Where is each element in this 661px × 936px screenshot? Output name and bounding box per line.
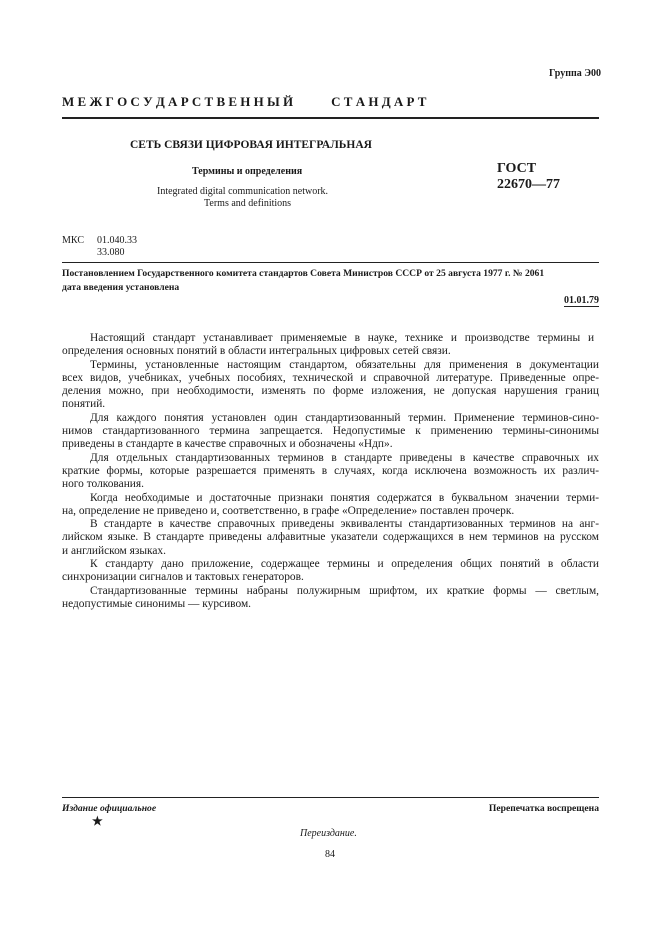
group-label: Группа Э00 <box>549 68 601 79</box>
mks-code: 33.080 <box>97 247 125 258</box>
body-line: Для каждого понятия установлен один стандартизованный термин. Применение терминов-сино- <box>90 411 599 424</box>
body-text <box>62 332 599 611</box>
body-line: определения основных понятий в области интегральных цифровых сетей связи. <box>62 345 451 358</box>
mks-label: МКС <box>62 235 84 246</box>
body-line: К стандарту дано приложение, содержащее термины и определения общих понятий в области <box>90 558 599 571</box>
body-line: деления можно, при необходимости, изменять по форме изложения, не допуская нарушения границ <box>62 385 599 398</box>
body-line: и английском языках. <box>62 544 166 557</box>
body-line: Когда необходимые и достаточные признаки понятия содержатся в буквальном значении терми- <box>90 491 599 504</box>
top-rule <box>62 117 599 119</box>
gost-number: 22670—77 <box>497 177 560 192</box>
body-line: Термины, установленные настоящим стандартом, обязательны для применения в документации <box>90 358 599 371</box>
body-line: нимов стандартизованного термина запрещается. Недопустимые к применению термины-синонимы <box>62 425 599 438</box>
body-line: всех видов, учебниках, учебных пособиях, технической и справочной литературе. Приведенные опре- <box>62 371 599 384</box>
document-title: СЕТЬ СВЯЗИ ЦИФРОВАЯ ИНТЕГРАЛЬНАЯ <box>130 139 372 151</box>
mks-code: 01.040.33 <box>97 235 137 246</box>
banner-word-interstate: М Е Ж Г О С У Д А Р С Т В Е Н Н Ы Й <box>62 94 294 109</box>
standard-banner <box>62 94 599 110</box>
body-line: на, определение не приведено и, соответственно, в графе «Определение» поставлен прочерк. <box>62 504 515 517</box>
star-mark: ★ <box>92 814 103 828</box>
subtitle-english-line1: Integrated digital communication network. <box>157 186 329 197</box>
body-line: Стандартизованные термины набраны полужирным шрифтом, их краткие формы — светлым, <box>90 584 599 597</box>
body-line: Для отдельных стандартизованных терминов в стандарте приведены в качестве справочных их <box>90 451 599 464</box>
decree-date-label: дата введения установлена <box>62 282 180 293</box>
reprint-notice: Перепечатка воспрещена <box>488 803 599 814</box>
decree-text: Постановлением Государственного комитета стандартов Совета Министров СССР от 25 августа 1977 г. № 2061 <box>62 268 545 279</box>
body-line: понятий. <box>62 398 106 411</box>
introduction-date: 01.01.79 <box>564 295 599 306</box>
page-number: 84 <box>325 849 335 860</box>
body-line: синхронизации сигналов и тактовых генераторов. <box>62 571 304 584</box>
body-line: лийском языке. В стандарте приведены алфавитные указатели содержащихся в нем терминов на русском <box>62 531 599 544</box>
subtitle-english-line2: Terms and definitions <box>204 198 292 209</box>
reissue-note: Переиздание. <box>300 828 357 839</box>
body-line: В стандарте в качестве справочных приведены эквиваленты стандартизованных терминов на анг- <box>90 518 599 531</box>
subtitle-russian: Термины и определения <box>192 166 303 177</box>
edition-label: Издание официальное <box>62 803 157 814</box>
body-line: ного толкования. <box>62 478 144 491</box>
banner-word-standard: С Т А Н Д А Р Т <box>331 94 427 109</box>
body-line: недопустимые синонимы — курсивом. <box>62 597 252 610</box>
body-line: приведены в стандарте в качестве справочных и обозначены «Ндп». <box>62 438 393 451</box>
section-rule <box>62 262 599 263</box>
footer-rule <box>62 797 599 798</box>
body-line: Настоящий стандарт устанавливает применяемые в науке, технике и производстве термины и <box>90 332 595 344</box>
body-line: краткие формы, которые разрешается применять в случаях, когда исключена возможность их различ- <box>62 464 599 477</box>
gost-label: ГОСТ <box>497 161 537 176</box>
